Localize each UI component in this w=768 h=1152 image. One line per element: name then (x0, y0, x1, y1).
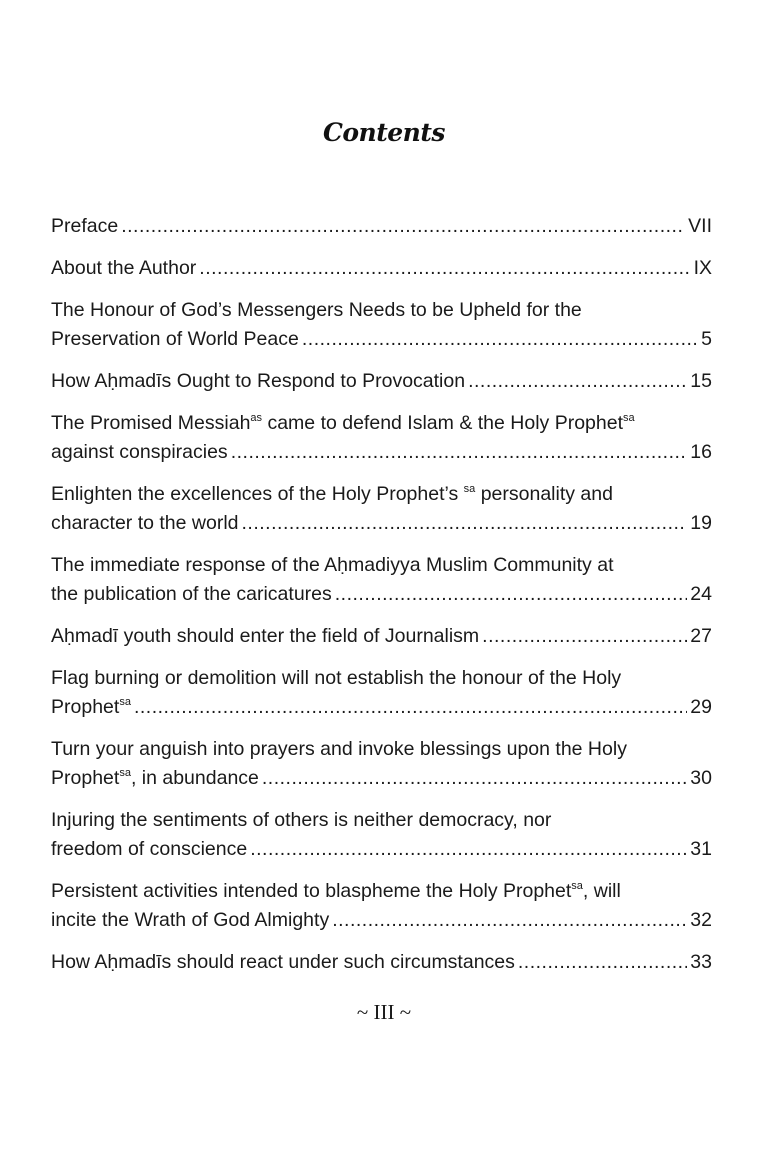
toc-entry[interactable] (51, 806, 712, 864)
toc-entry[interactable] (51, 296, 712, 354)
entry-text: Enlighten the excellences of the Holy Prophet’s (51, 483, 464, 505)
toc-entry[interactable] (51, 622, 712, 651)
toc-entry-line (51, 806, 712, 835)
entry-text: About the Author (51, 257, 197, 279)
dot-leader (482, 622, 687, 651)
honorific-superscript: sa (463, 483, 476, 495)
honorific-superscript: sa (571, 880, 583, 892)
entry-text: the publication of the caricatures (51, 583, 332, 605)
page-title: Contents (322, 118, 445, 147)
toc-entry[interactable] (51, 480, 712, 538)
toc-entry-last-line (51, 580, 712, 609)
toc-entry-title (51, 948, 515, 977)
entry-text: incite the Wrath of God Almighty (51, 909, 330, 931)
dot-leader (231, 438, 688, 467)
toc-entry[interactable] (51, 877, 712, 935)
dot-leader (199, 254, 690, 283)
table-of-contents (51, 212, 712, 990)
toc-entry[interactable] (51, 254, 712, 283)
dot-leader (250, 835, 687, 864)
page-number: 31 (690, 838, 712, 860)
toc-entry-title (51, 325, 299, 354)
toc-entry[interactable] (51, 212, 712, 241)
toc-entry[interactable] (51, 735, 712, 793)
page-number: VII (688, 215, 712, 237)
honorific-superscript: sa (623, 412, 635, 424)
toc-entry-title (51, 906, 329, 935)
entry-text: How Aḥmadīs Ought to Respond to Provocation (51, 370, 466, 392)
toc-entry-line (51, 664, 712, 693)
entry-text: Injuring the sentiments of others is neither democracy, nor (51, 809, 552, 831)
page-number: 27 (690, 625, 712, 647)
entry-text: freedom of conscience (51, 838, 248, 860)
entry-text: , in abundance (130, 767, 259, 789)
page-number: 5 (701, 328, 712, 350)
dot-leader (332, 906, 687, 935)
toc-entry[interactable] (51, 664, 712, 722)
toc-entry-last-line (51, 212, 712, 241)
entry-text: character to the world (51, 512, 239, 534)
toc-entry-line (51, 551, 712, 580)
toc-entry-last-line (51, 367, 712, 396)
toc-entry-title (51, 835, 247, 864)
page-number: 24 (690, 583, 712, 605)
toc-entry-last-line (51, 622, 712, 651)
toc-entry-last-line (51, 764, 712, 793)
page-number: 19 (690, 512, 712, 534)
toc-entry-last-line (51, 438, 712, 467)
entry-text: Persistent activities intended to blaspheme the Holy Prophet (51, 880, 572, 902)
entry-text: The Promised Messiah (51, 412, 251, 434)
entry-text: The immediate response of the Aḥmadiyya Muslim Community at (51, 554, 614, 576)
toc-entry[interactable] (51, 409, 712, 467)
dot-leader (121, 212, 685, 241)
entry-text: Turn your anguish into prayers and invoke blessings upon the Holy (51, 738, 627, 760)
toc-entry-line (51, 296, 712, 325)
toc-entry-line (51, 735, 712, 764)
entry-text: Prophet (51, 767, 120, 789)
entry-text: personality and (475, 483, 613, 505)
entry-text: Prophet (51, 696, 120, 718)
toc-entry-line (51, 877, 712, 906)
entry-text: against conspiracies (51, 441, 228, 463)
honorific-superscript: as (250, 412, 263, 424)
entry-text: , will (582, 880, 621, 902)
entry-text: Aḥmadī youth should enter the field of Journalism (51, 625, 480, 647)
honorific-superscript: sa (119, 767, 131, 779)
dot-leader (242, 509, 688, 538)
toc-entry-line (51, 480, 712, 509)
toc-entry-last-line (51, 906, 712, 935)
entry-text: came to defend Islam & the Holy Prophet (262, 412, 623, 434)
toc-entry[interactable] (51, 948, 712, 977)
dot-leader (134, 693, 687, 722)
toc-entry-last-line (51, 254, 712, 283)
toc-entry-last-line (51, 835, 712, 864)
entry-text: Flag burning or demolition will not establish the honour of the Holy (51, 667, 622, 689)
toc-entry-last-line (51, 693, 712, 722)
dot-leader (262, 764, 687, 793)
page-number: 29 (690, 696, 712, 718)
toc-entry-title (51, 693, 131, 722)
entry-text: The Honour of God’s Messengers Needs to be Upheld for the (51, 299, 582, 321)
dot-leader (518, 948, 687, 977)
page-number: 33 (690, 951, 712, 973)
page-number: 32 (690, 909, 712, 931)
page-folio: ~ III ~ (356, 1000, 412, 1024)
toc-entry-line (51, 409, 712, 438)
page-number: 16 (690, 441, 712, 463)
toc-entry[interactable] (51, 367, 712, 396)
toc-entry-last-line (51, 948, 712, 977)
toc-entry-title (51, 580, 332, 609)
dot-leader (302, 325, 698, 354)
dot-leader (468, 367, 687, 396)
honorific-superscript: sa (119, 696, 131, 708)
entry-text: How Aḥmadīs should react under such circumstances (51, 951, 515, 973)
page-number: 30 (690, 767, 712, 789)
toc-entry-title (51, 438, 228, 467)
dot-leader (335, 580, 688, 609)
toc-entry-title (51, 367, 465, 396)
toc-entry[interactable] (51, 551, 712, 609)
page-number: 15 (690, 370, 712, 392)
toc-entry-title (51, 254, 196, 283)
toc-entry-title (51, 212, 118, 241)
entry-text: Preservation of World Peace (51, 328, 299, 350)
toc-entry-title (51, 509, 239, 538)
entry-text: Preface (51, 215, 119, 237)
toc-entry-last-line (51, 325, 712, 354)
toc-entry-title (51, 764, 259, 793)
page-number: IX (693, 257, 712, 279)
toc-entry-last-line (51, 509, 712, 538)
toc-entry-title (51, 622, 479, 651)
